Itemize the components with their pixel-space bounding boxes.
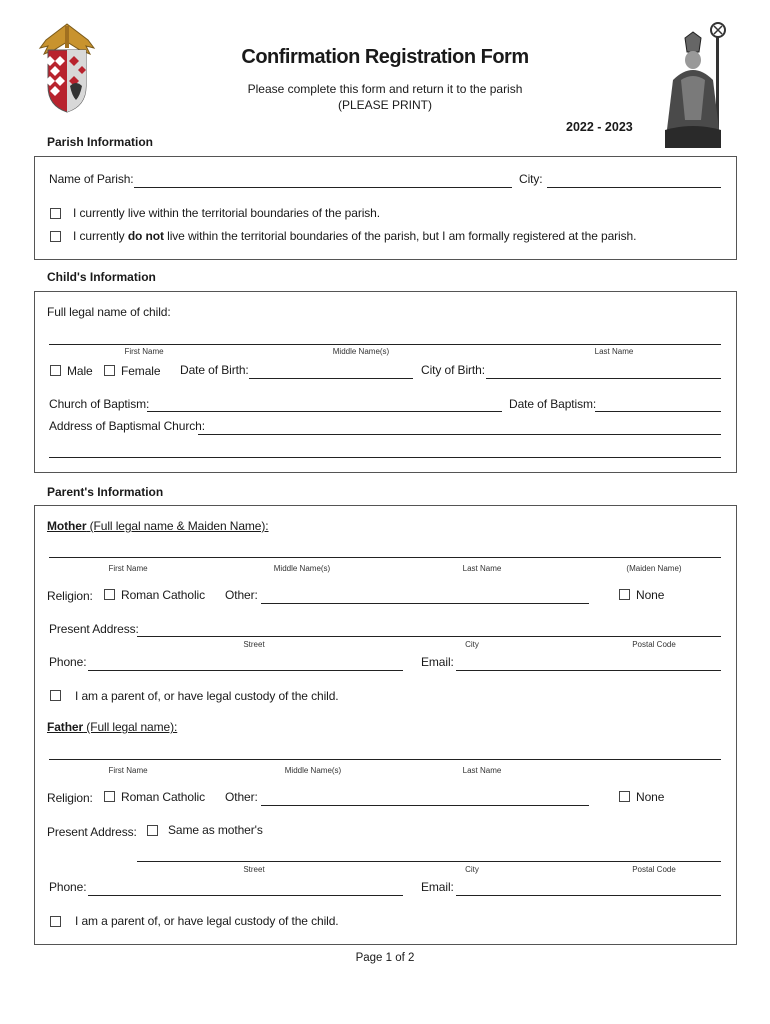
church-of-baptism-label: Church of Baptism: [49, 397, 150, 411]
father-caption-last: Last Name [462, 766, 502, 775]
father-religion-label: Religion: [47, 791, 93, 805]
dob-field[interactable] [249, 378, 413, 379]
mother-label: Mother [47, 519, 87, 533]
parish-city-label: City: [519, 172, 543, 186]
city-of-birth-field[interactable] [486, 378, 721, 379]
date-of-baptism-field[interactable] [595, 411, 721, 412]
mother-email-label: Email: [421, 655, 454, 669]
parish-city-field[interactable] [547, 187, 721, 188]
mother-none-label: None [636, 588, 665, 602]
father-phone-label: Phone: [49, 880, 87, 894]
father-custody-checkbox[interactable] [50, 916, 61, 927]
section-heading-parents: Parent's Information [47, 485, 164, 499]
mother-heading [47, 519, 269, 533]
church-of-baptism-field[interactable] [147, 411, 502, 412]
male-label: Male [67, 364, 93, 378]
child-full-name-label: Full legal name of child: [47, 305, 171, 319]
father-caption-city: City [465, 865, 479, 874]
mother-caption-middle: Middle Name(s) [273, 564, 331, 573]
mother-custody-label: I am a parent of, or have legal custody of the child. [75, 689, 339, 703]
mother-caption-first: First Name [108, 564, 148, 573]
mother-sub: (Full legal name & Maiden Name): [86, 519, 269, 533]
mother-caption-maiden: (Maiden Name) [626, 564, 682, 573]
baptismal-church-address-field-2[interactable] [49, 457, 721, 458]
mother-caption-postal: Postal Code [632, 640, 676, 649]
caption-first-name: First Name [124, 347, 164, 356]
father-other-label: Other: [225, 790, 258, 804]
father-address-field[interactable] [137, 861, 721, 862]
mother-phone-label: Phone: [49, 655, 87, 669]
not-within-boundaries-label [73, 229, 636, 243]
mother-religion-label: Religion: [47, 589, 93, 603]
father-custody-label: I am a parent of, or have legal custody of the child. [75, 914, 339, 928]
mother-custody-checkbox[interactable] [50, 690, 61, 701]
female-label: Female [121, 364, 161, 378]
not-within-emphasis: do not [127, 229, 164, 243]
mother-email-field[interactable] [456, 670, 721, 671]
form-subtitle: Please complete this form and return it to the parish [247, 82, 523, 96]
same-as-mother-checkbox[interactable] [147, 825, 158, 836]
mother-present-address-label: Present Address: [49, 622, 139, 636]
mother-caption-last: Last Name [462, 564, 502, 573]
mother-caption-city: City [465, 640, 479, 649]
caption-middle-name: Middle Name(s) [332, 347, 390, 356]
father-name-field[interactable] [49, 759, 721, 760]
city-of-birth-label: City of Birth: [421, 363, 485, 377]
father-caption-first: First Name [108, 766, 148, 775]
mother-caption-street: Street [243, 640, 265, 649]
mother-address-field[interactable] [137, 636, 721, 637]
father-none-label: None [636, 790, 665, 804]
father-present-address-label: Present Address: [47, 825, 137, 839]
parish-name-label: Name of Parish: [49, 172, 134, 186]
within-boundaries-checkbox[interactable] [50, 208, 61, 219]
father-email-label: Email: [421, 880, 454, 894]
father-caption-postal: Postal Code [632, 865, 676, 874]
page-number: Page 1 of 2 [355, 952, 415, 964]
baptismal-church-address-field[interactable] [198, 434, 721, 435]
parish-name-field[interactable] [134, 187, 512, 188]
section-heading-child: Child's Information [47, 270, 156, 284]
father-email-field[interactable] [456, 895, 721, 896]
father-caption-middle: Middle Name(s) [284, 766, 342, 775]
not-within-boundaries-checkbox[interactable] [50, 231, 61, 242]
caption-last-name: Last Name [594, 347, 634, 356]
father-sub: (Full legal name): [83, 720, 178, 734]
mother-none-checkbox[interactable] [619, 589, 630, 600]
mother-phone-field[interactable] [88, 670, 403, 671]
same-as-mother-label: Same as mother's [168, 823, 263, 837]
dob-label: Date of Birth: [180, 363, 249, 377]
mother-other-label: Other: [225, 588, 258, 602]
not-within-c: live within the territorial boundaries of the parish, but I am formally registered at the parish. [163, 229, 637, 243]
female-checkbox[interactable] [104, 365, 115, 376]
father-other-field[interactable] [261, 805, 589, 806]
father-roman-catholic-checkbox[interactable] [104, 791, 115, 802]
mother-roman-catholic-checkbox[interactable] [104, 589, 115, 600]
school-year: 2022 - 2023 [566, 120, 633, 134]
father-none-checkbox[interactable] [619, 791, 630, 802]
section-heading-parish: Parish Information [47, 135, 154, 149]
form-subtitle-print: (PLEASE PRINT) [337, 98, 433, 112]
not-within-a: I currently [73, 229, 128, 243]
father-heading [47, 720, 177, 734]
baptismal-church-address-label: Address of Baptismal Church: [49, 419, 205, 433]
within-boundaries-label: I currently live within the territorial boundaries of the parish. [73, 206, 380, 220]
mother-name-field[interactable] [49, 557, 721, 558]
child-full-name-field[interactable] [49, 344, 721, 345]
date-of-baptism-label: Date of Baptism: [509, 397, 597, 411]
male-checkbox[interactable] [50, 365, 61, 376]
mother-roman-catholic-label: Roman Catholic [121, 588, 205, 602]
mother-other-field[interactable] [261, 603, 589, 604]
form-title: Confirmation Registration Form [241, 46, 529, 68]
father-label: Father [47, 720, 84, 734]
father-caption-street: Street [243, 865, 265, 874]
father-phone-field[interactable] [88, 895, 403, 896]
father-roman-catholic-label: Roman Catholic [121, 790, 205, 804]
